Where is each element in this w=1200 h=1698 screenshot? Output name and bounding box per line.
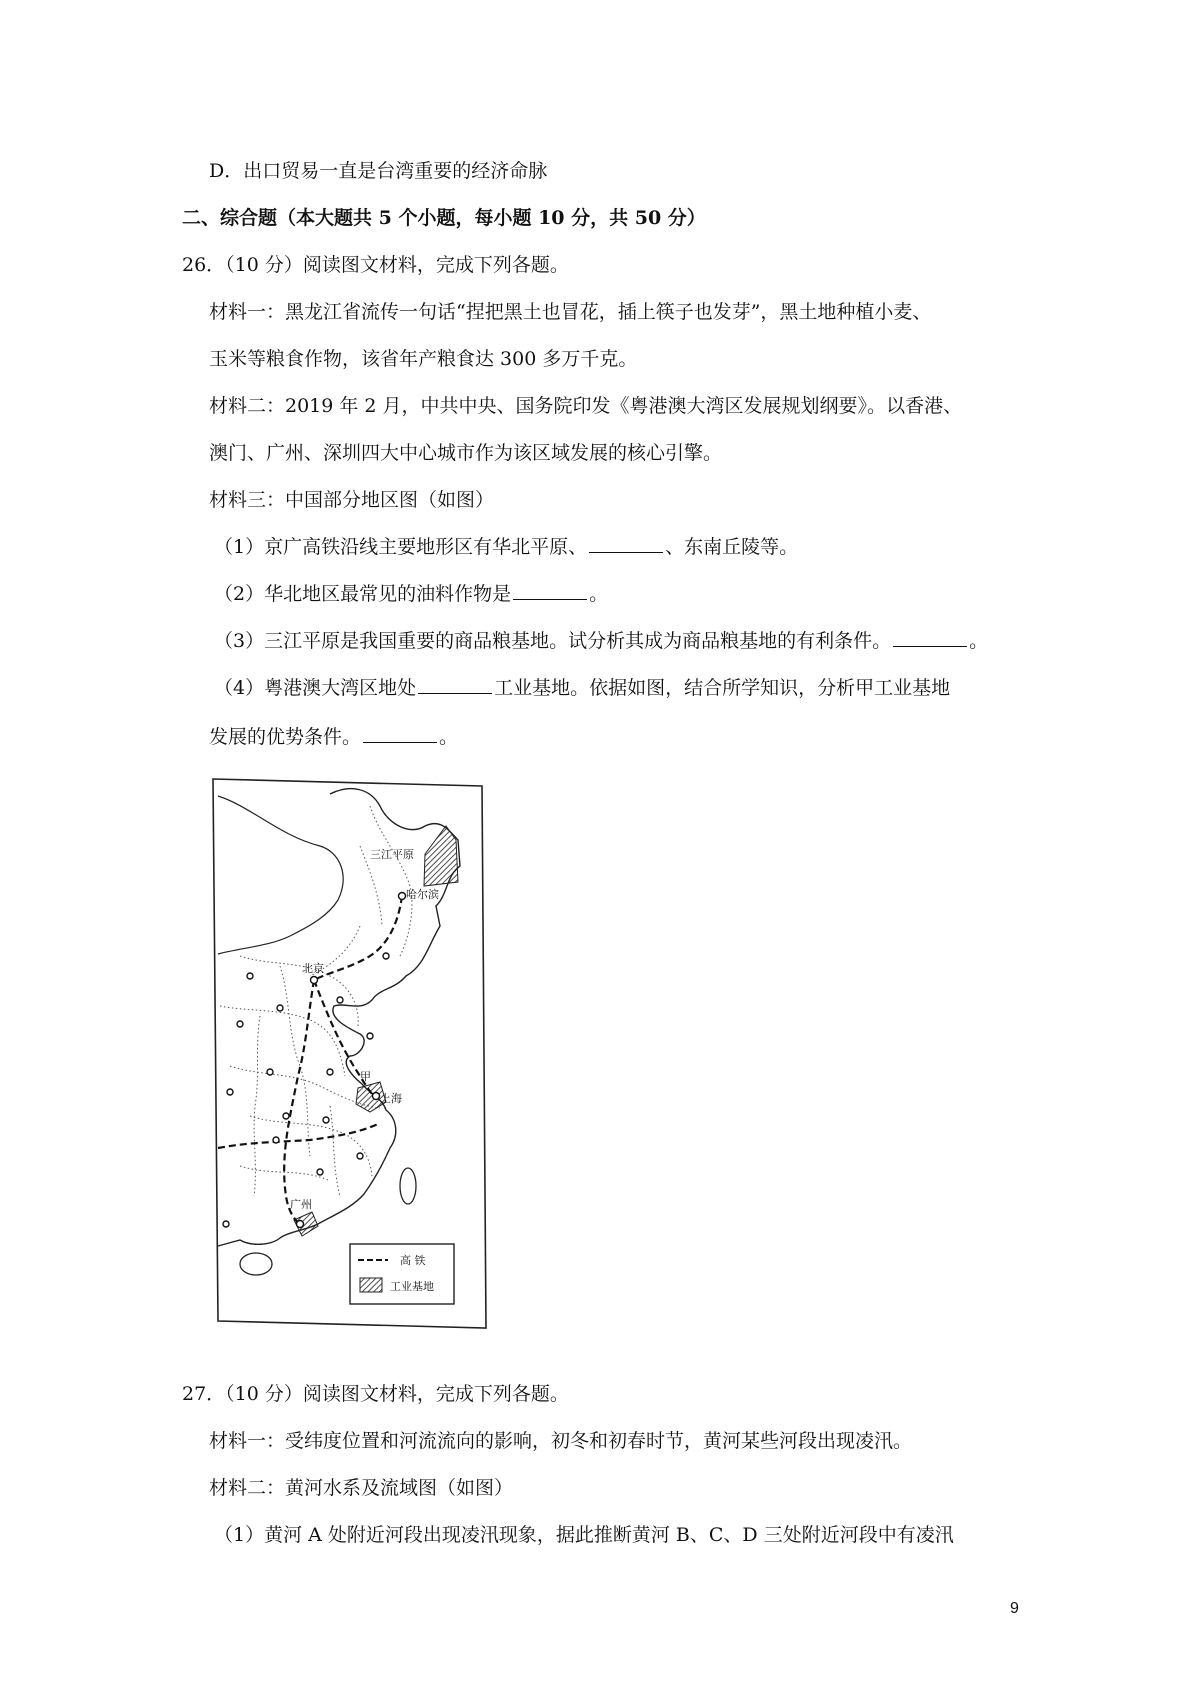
answer-blank[interactable] <box>513 581 587 600</box>
q26-question2-text-a: （2）华北地区最常见的油料作物是 <box>214 583 512 605</box>
q26-question4-text-a: （4）粤港澳大湾区地处 <box>214 677 417 699</box>
q26-material2-line2: 澳门、广州、深圳四大中心城市作为该区域发展的核心引擎。 <box>209 442 723 464</box>
answer-blank[interactable] <box>589 534 663 553</box>
label-harbin: 哈尔滨 <box>406 888 439 901</box>
legend-rail-label: 高 铁 <box>400 1254 426 1267</box>
q26-question4-line1 <box>214 675 950 701</box>
q26-question1-text-b: 、东南丘陵等。 <box>665 536 799 558</box>
section-heading: 二、综合题（本大题共 5 个小题，每小题 10 分，共 50 分） <box>182 207 706 229</box>
label-guangzhou: 广州 <box>290 1198 312 1211</box>
q26-material1-line2: 玉米等粮食作物，该省年产粮食达 300 多万千克。 <box>209 348 638 370</box>
label-shanghai: 上海 <box>380 1092 402 1105</box>
answer-blank[interactable] <box>363 724 437 743</box>
legend-industrial-label: 工业基地 <box>390 1280 434 1293</box>
label-sanjiang: 三江平原 <box>370 848 414 861</box>
q26-question2-text-b: 。 <box>589 583 609 605</box>
q26-question4-text-c: 发展的优势条件。 <box>209 726 362 748</box>
answer-blank[interactable] <box>418 675 492 694</box>
q27-material2: 材料二：黄河水系及流域图（如图） <box>209 1477 514 1499</box>
q26-question3-text-b: 。 <box>969 630 989 652</box>
q26-question1-text-a: （1）京广高铁沿线主要地形区有华北平原、 <box>214 536 588 558</box>
map-legend <box>350 1244 454 1304</box>
q26-question4-text-d: 。 <box>439 726 459 748</box>
q26-question2 <box>214 581 608 607</box>
label-beijing: 北京 <box>302 962 324 975</box>
q26-heading: 26．（10 分）阅读图文材料，完成下列各题。 <box>182 254 569 276</box>
answer-blank[interactable] <box>893 628 967 647</box>
q26-question4-line2 <box>209 724 458 750</box>
q26-question3-text-a: （3）三江平原是我国重要的商品粮基地。试分析其成为商品粮基地的有利条件。 <box>214 630 892 652</box>
q26-material2-line1: 材料二：2019 年 2 月，中共中央、国务院印发《粤港澳大湾区发展规划纲要》。以香港、 <box>209 395 963 417</box>
q27-question1: （1）黄河 A 处附近河段出现凌汛现象，据此推断黄河 B、C、D 三处附近河段中有凌汛 <box>214 1524 954 1546</box>
option-d: D．出口贸易一直是台湾重要的经济命脉 <box>209 160 548 182</box>
page-number: 9 <box>1010 1600 1019 1617</box>
label-jia: 甲 <box>360 1070 371 1083</box>
q26-question3 <box>214 628 988 654</box>
q26-material3: 材料三：中国部分地区图（如图） <box>209 489 495 511</box>
q26-question1 <box>214 534 798 560</box>
q27-heading: 27．（10 分）阅读图文材料，完成下列各题。 <box>182 1383 569 1405</box>
q27-material1: 材料一：受纬度位置和河流流向的影响，初冬和初春时节，黄河某些河段出现凌汛。 <box>209 1430 913 1452</box>
china-region-map <box>210 776 488 1334</box>
q26-question4-text-b: 工业基地。依据如图，结合所学知识，分析甲工业基地 <box>494 677 951 699</box>
q26-material1-line1: 材料一：黑龙江省流传一句话“捏把黑土也冒花，插上筷子也发芽”，黑土地种植小麦、 <box>209 301 932 323</box>
